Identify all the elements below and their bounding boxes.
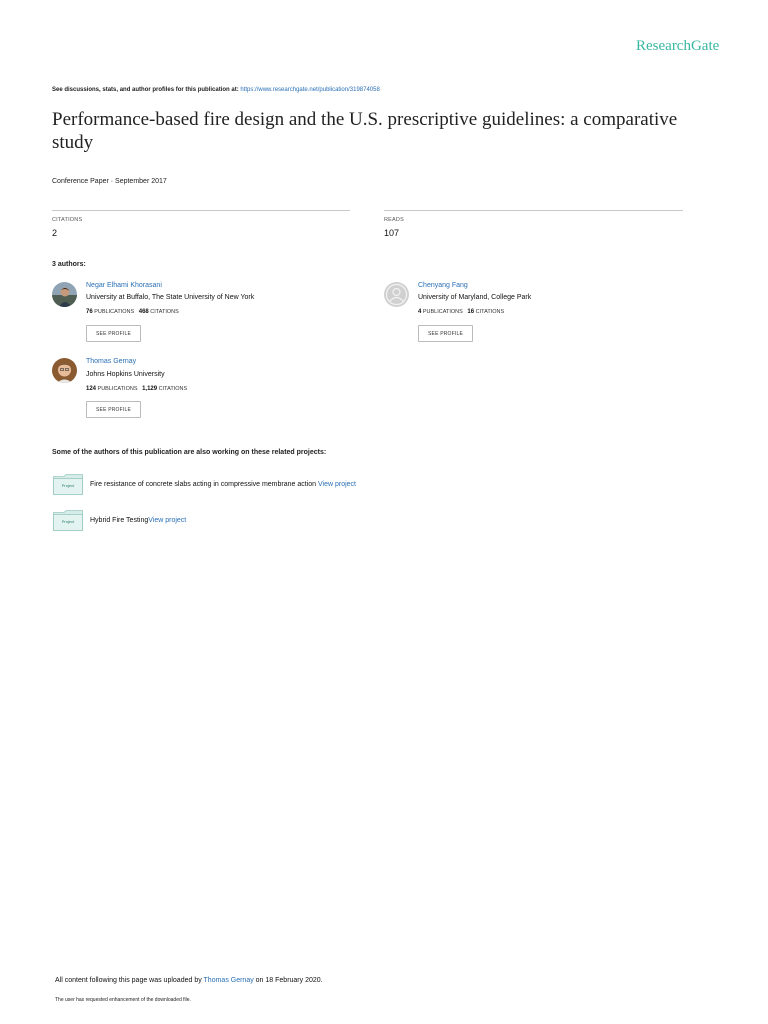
discussion-prefix: See discussions, stats, and author profiles for this publication at:: [52, 87, 241, 93]
project-item: [90, 481, 356, 488]
project-folder-icon: [53, 474, 83, 494]
see-profile-button[interactable]: SEE PROFILE: [86, 325, 141, 342]
reads-value: 107: [384, 228, 400, 238]
citations-label: CITATIONS: [150, 309, 179, 315]
avatar[interactable]: [52, 282, 77, 307]
see-profile-button[interactable]: SEE PROFILE: [86, 401, 141, 418]
project-icon-label: Project: [61, 519, 75, 524]
citations-divider: [52, 210, 350, 211]
publications-count: 4: [418, 309, 422, 315]
see-profile-button[interactable]: SEE PROFILE: [418, 325, 473, 342]
citations-count: 16: [467, 309, 475, 315]
publications-count: 76: [86, 309, 93, 315]
upload-prefix: All content following this page was uploaded by: [55, 977, 204, 984]
project-title: Hybrid Fire Testing: [90, 517, 149, 524]
project-title: Fire resistance of concrete slabs acting in compressive membrane action: [90, 481, 317, 488]
citations-count: 468: [138, 309, 149, 315]
upload-note: [55, 977, 323, 984]
project-folder-icon: [53, 510, 83, 530]
author-institution: University at Buffalo, The State University of New York: [86, 294, 255, 301]
view-project-link[interactable]: View project: [148, 517, 187, 524]
researchgate-logo[interactable]: ResearchGate: [636, 38, 720, 54]
discussion-line: [52, 87, 380, 93]
author-metrics: [86, 309, 179, 315]
author-metrics: [418, 309, 504, 315]
citations-value: 2: [52, 228, 58, 238]
author-name-link[interactable]: Chenyang Fang: [418, 282, 468, 289]
author-metrics: [86, 386, 187, 392]
avatar[interactable]: [384, 282, 409, 307]
paper-type: Conference Paper · September 2017: [52, 178, 167, 185]
citations-label: CITATIONS: [52, 217, 83, 223]
project-icon-label: Project: [61, 483, 75, 488]
citations-label: CITATIONS: [475, 309, 505, 315]
citations-label: CITATIONS: [158, 386, 188, 392]
related-projects-heading: Some of the authors of this publication are also working on these related projects:: [52, 449, 327, 456]
publications-label: PUBLICATIONS: [97, 386, 138, 392]
citations-count: 1,129: [142, 386, 158, 392]
author-name-link[interactable]: Negar Elhami Khorasani: [86, 282, 162, 289]
upload-suffix: on 18 February 2020.: [253, 977, 323, 984]
reads-divider: [384, 210, 683, 211]
publication-url-link[interactable]: https://www.researchgate.net/publication/319874058: [240, 87, 380, 93]
publications-count: 124: [86, 386, 97, 392]
publications-label: PUBLICATIONS: [94, 309, 135, 315]
enhancement-note: The user has requested enhancement of the downloaded file.: [55, 997, 191, 1003]
author-name-link[interactable]: Thomas Gernay: [86, 358, 137, 365]
view-project-link[interactable]: View project: [318, 481, 357, 488]
reads-label: READS: [384, 217, 404, 223]
uploader-link[interactable]: Thomas Gernay: [203, 977, 254, 984]
project-item: [90, 517, 186, 524]
author-institution: University of Maryland, College Park: [418, 294, 532, 301]
authors-heading: 3 authors:: [52, 261, 86, 268]
author-institution: Johns Hopkins University: [86, 371, 165, 378]
avatar[interactable]: [52, 358, 77, 383]
page-title: Performance-based fire design and the U.S. prescriptive guidelines: a comparative study: [52, 109, 678, 153]
publications-label: PUBLICATIONS: [422, 309, 463, 315]
